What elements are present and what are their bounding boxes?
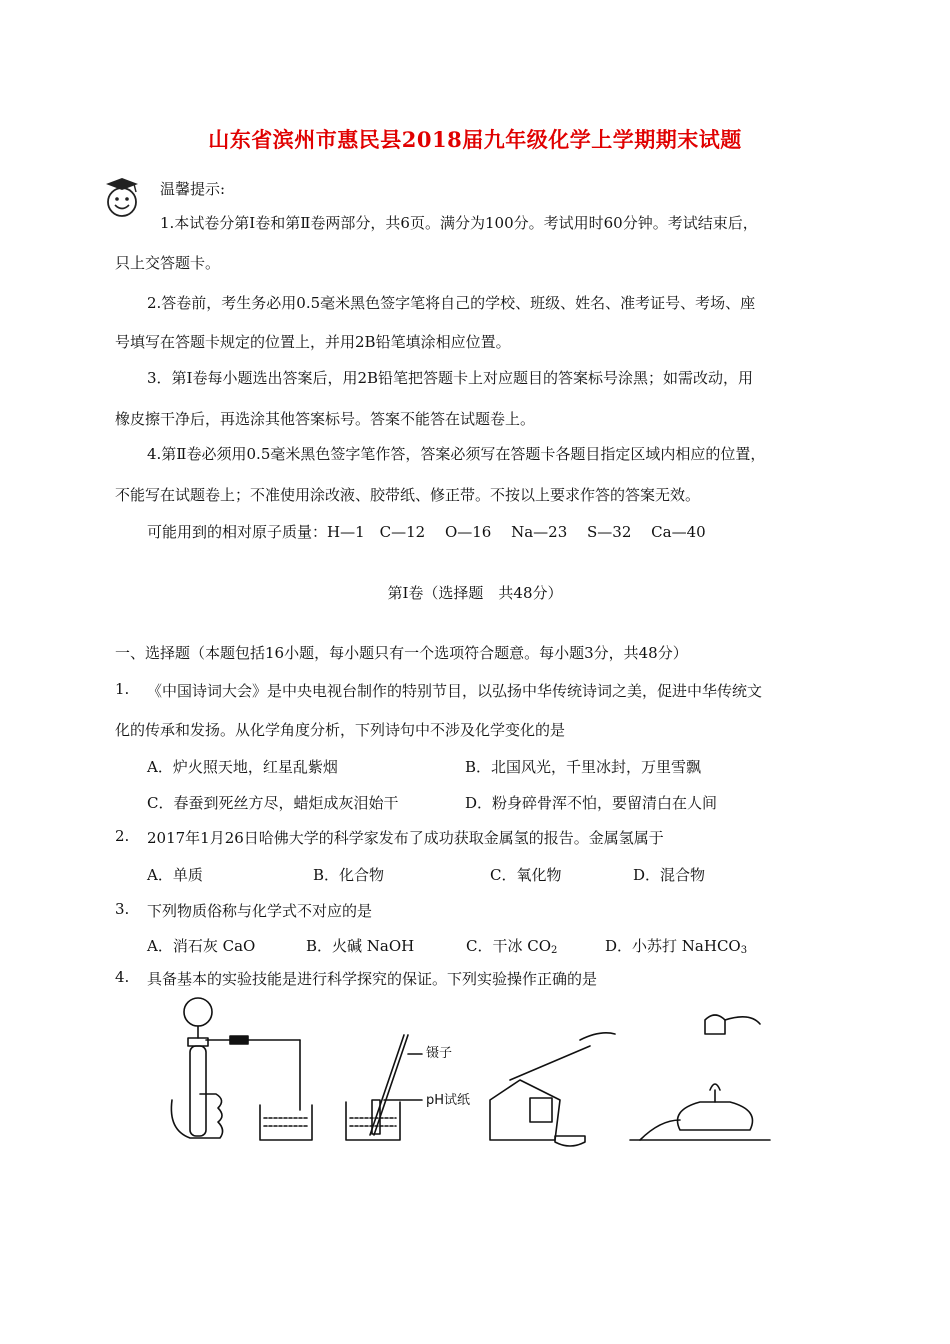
smiley-graduate-icon <box>100 176 144 220</box>
q3-stem: 下列物质俗称与化学式不对应的是 <box>147 902 373 920</box>
q1-option-d: D．粉身碎骨浑不怕，要留清白在人间 <box>465 794 718 812</box>
part1-title: 第Ⅰ卷（选择题 共48分） <box>387 584 563 602</box>
notice-p2-line2: 号填写在答题卡规定的位置上，并用2B铅笔填涂相应位置。 <box>115 333 511 351</box>
q3-option-c-subscript: 2 <box>551 945 558 956</box>
q2-stem: 2017年1月26日哈佛大学的科学家发布了成功获取金属氢的报告。金属氢属于 <box>147 829 664 847</box>
q3-option-c <box>466 935 557 956</box>
notice-p3-line1: 3．第Ⅰ卷每小题选出答案后，用2B铅笔把答题卡上对应题目的答案标号涂黑；如需改动，用 <box>147 369 754 387</box>
q2-option-d: D．混合物 <box>633 866 706 884</box>
notice-p4-line1: 4.第Ⅱ卷必须用0.5毫米黑色签字笔作答，答案必须写在答题卡各题目指定区域内相应的位置， <box>147 445 766 463</box>
notice-p3-line2: 橡皮擦干净后，再选涂其他答案标号。答案不能答在试题卷上。 <box>115 410 536 428</box>
q1-number: 1. <box>115 680 130 698</box>
q3-option-d-subscript: 3 <box>740 945 748 956</box>
section1-heading: 一、选择题（本题包括16小题，每小题只有一个选项符合题意。每小题3分，共48分） <box>115 644 688 662</box>
q1-option-a: A．炉火照天地，红星乱紫烟 <box>147 758 338 776</box>
notice-p1-line2: 只上交答题卡。 <box>115 254 221 272</box>
q1-stem-line1: 《中国诗词大会》是中央电视台制作的特别节目，以弘扬中华传统诗词之美，促进中华传统文 <box>147 682 763 700</box>
q2-option-b: B．化合物 <box>313 866 385 884</box>
alcohol-lamp-illustration <box>630 1015 770 1140</box>
notice-p2-line1: 2.答卷前，考生务必用0.5毫米黑色签字笔将自己的学校、班级、姓名、准考证号、考场、座 <box>147 294 756 312</box>
q3-option-b: B．火碱 NaOH <box>306 937 415 955</box>
q2-option-a: A．单质 <box>147 866 203 884</box>
q1-option-c: C．春蚕到死丝方尽，蜡炬成灰泪始干 <box>147 794 399 812</box>
q3-option-c-text: C．干冰 CO <box>466 937 552 955</box>
notice-p4-line2: 不能写在试题卷上；不准使用涂改液、胶带纸、修正带。不按以上要求作答的答案无效。 <box>115 486 701 504</box>
q3-option-a: A．消石灰 CaO <box>147 937 256 955</box>
pouring-liquid-illustration <box>490 1033 615 1146</box>
q3-option-d <box>605 935 747 956</box>
q1-stem-line2: 化的传承和发扬。从化学角度分析，下列诗句中不涉及化学变化的是 <box>115 721 566 739</box>
atomic-masses: 可能用到的相对原子质量：H—1 C—12 O—16 Na—23 S—32 Ca—40 <box>147 523 706 541</box>
q4-stem: 具备基本的实验技能是进行科学探究的保证。下列实验操作正确的是 <box>147 970 598 988</box>
notice-p1-line1: 1.本试卷分第Ⅰ卷和第Ⅱ卷两部分，共6页。满分为100分。考试用时60分钟。考试结束后， <box>160 214 758 232</box>
q3-number: 3. <box>115 900 130 918</box>
ph-paper-illustration <box>346 1035 422 1140</box>
q1-option-b: B．北国风光，千里冰封，万里雪飘 <box>465 758 702 776</box>
q4-number: 4. <box>115 968 130 986</box>
label-ph-paper: pH试纸 <box>426 1093 471 1108</box>
label-tweezers: 镊子 <box>426 1046 453 1061</box>
airtightness-check-illustration <box>171 998 312 1140</box>
lab-operations-figure <box>160 990 780 1150</box>
q2-number: 2. <box>115 827 130 845</box>
q3-option-d-text: D．小苏打 NaHCO <box>605 937 741 955</box>
q2-option-c: C．氧化物 <box>490 866 562 884</box>
notice-heading: 温馨提示: <box>160 180 226 198</box>
page-title: 山东省滨州市惠民县2018届九年级化学上学期期末试题 <box>208 127 742 152</box>
